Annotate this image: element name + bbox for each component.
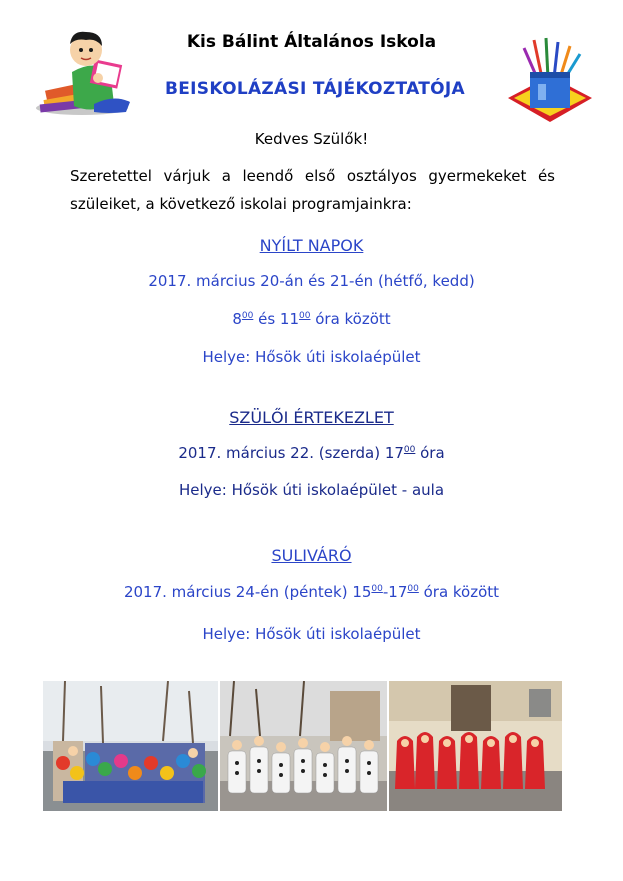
school-waiting-title: SULIVÁRÓ (271, 546, 352, 565)
children-in-snowman-costumes-photo (220, 681, 387, 811)
open-days-date: 2017. március 20-án és 21-én (hétfő, kedd) (148, 272, 475, 290)
greeting: Kedves Szülők! (254, 130, 369, 148)
open-days-place: Helye: Hősök úti iskolaépület (202, 348, 421, 366)
children-with-balloons-photo (43, 681, 218, 811)
parents-meeting-date: 2017. március 22. (szerda) $17^{00}$ óra (178, 444, 445, 462)
intro-paragraph: Szeretettel várjuk a leendő első osztályos gyermekeket és szüleiket, a következő iskolai programjainkra: (70, 167, 555, 213)
parents-meeting-title: SZÜLŐI ÉRTEKEZLET (229, 408, 394, 427)
page-headline: BEISKOLÁZÁSI TÁJÉKOZTATÓJA (165, 79, 465, 99)
open-days-title: NYÍLT NAPOK (259, 236, 364, 255)
school-name: Kis Bálint Általános Iskola (186, 32, 437, 52)
parents-meeting-place: Helye: Hősök úti iskolaépület - aula (178, 481, 445, 499)
school-waiting-place: Helye: Hősök úti iskolaépület (202, 625, 421, 643)
open-days-time: $8^{00}$ és $11^{00}$ óra között (232, 310, 391, 328)
school-waiting-date: 2017. március 24-én (péntek) $15^{00}-17^{00}$ óra között (123, 583, 500, 601)
children-in-red-raincoats-photo (389, 681, 562, 811)
